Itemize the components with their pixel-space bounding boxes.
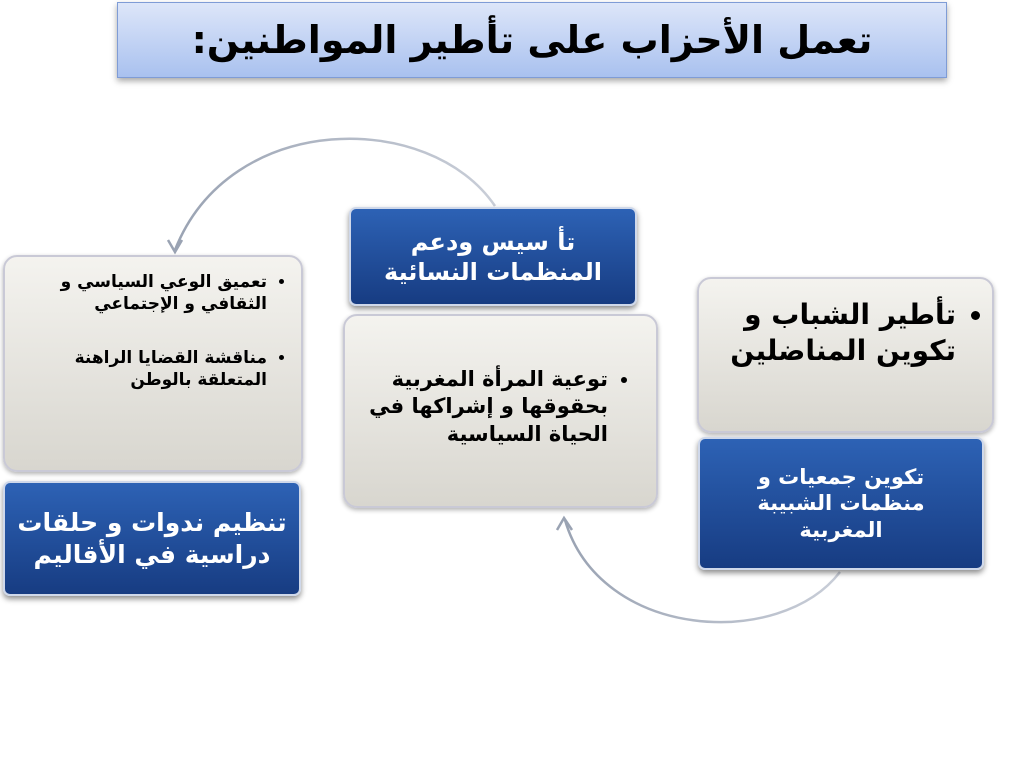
middle-header-box (349, 207, 637, 306)
top-arrow-head (168, 240, 182, 252)
left-footer-text: تنظيم ندوات و حلقات دراسية في الأقاليم (17, 508, 287, 569)
right-bullet-list (711, 297, 976, 370)
middle-content-box (343, 314, 658, 508)
right-content-box (697, 277, 994, 433)
left-content-box (3, 255, 303, 472)
slide-title: تعمل الأحزاب على تأطير المواطنين: (191, 18, 873, 62)
left-bullet-list (33, 271, 287, 391)
right-footer-box (698, 437, 984, 570)
slide-title-box (117, 2, 947, 78)
bottom-arrow-head (557, 518, 572, 530)
left-footer-box (3, 481, 301, 596)
right-footer-text: تكوين جمعيات و منظمات الشبيبة المغربية (757, 465, 925, 542)
middle-bullet-list (365, 366, 628, 448)
middle-header-text: تأ سيس ودعم المنظمات النسائية (384, 227, 602, 286)
bullet-item: • تعميق الوعي السياسي و الثقافي و الإجتماعي (33, 271, 267, 315)
bullet-item: • توعية المرأة المغربية بحقوقها و إشراكها في الحياة السياسية (365, 366, 608, 448)
bullet-item: • تأطير الشباب و تكوين المناضلين (711, 297, 956, 370)
bullet-item: • مناقشة القضايا الراهنة المتعلقة بالوطن (33, 347, 267, 391)
